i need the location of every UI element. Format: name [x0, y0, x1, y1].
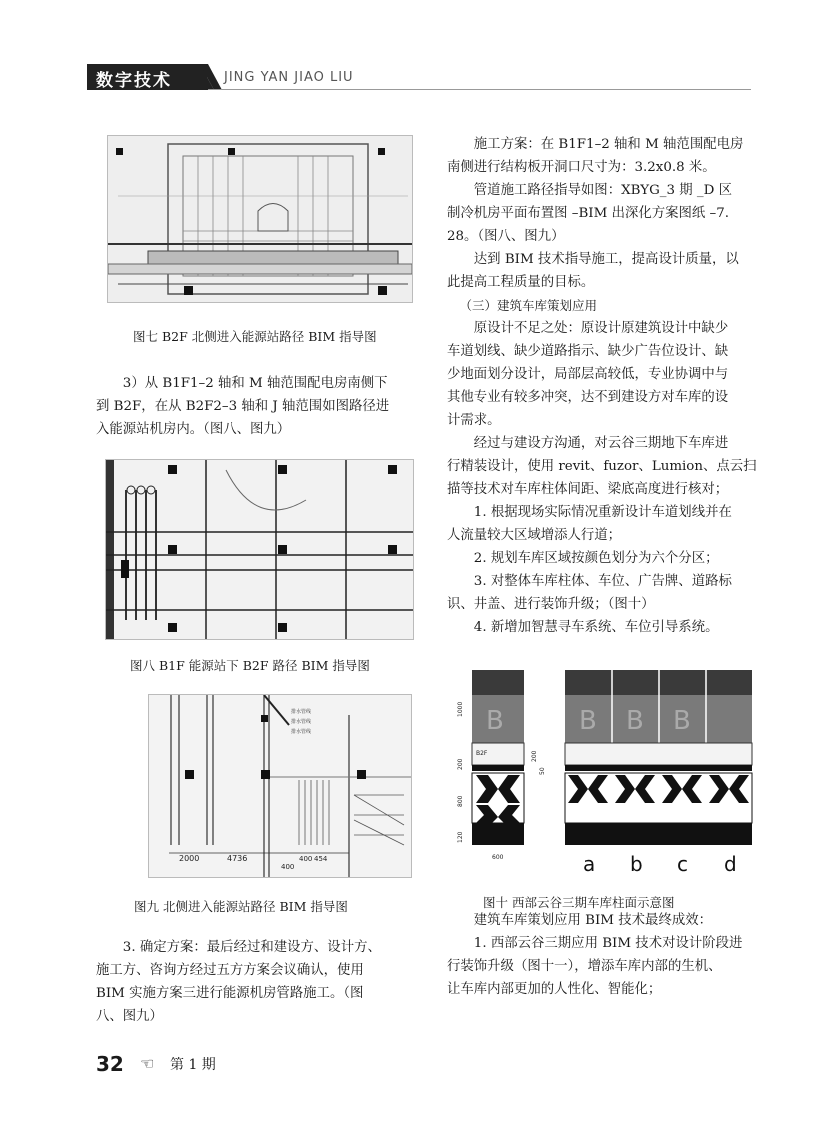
- fig9-dim-3: 400: [299, 855, 313, 863]
- text-line: 描等技术对车库柱体间距、梁底高度进行核对；: [447, 482, 729, 497]
- fig10-plate: B2F: [476, 750, 488, 757]
- text-line: 让车库内部更加的人性化、智能化；: [447, 982, 662, 997]
- fig10-dim-3: 50: [539, 767, 546, 775]
- figure-7-caption: 图七 B2F 北侧进入能源站路径 BIM 指导图: [133, 329, 377, 344]
- text-line: 28。（图八、图九）: [447, 229, 565, 244]
- figure-9-drawing: [148, 694, 412, 878]
- fig10-dim-5: 120: [457, 831, 464, 843]
- section-subtitle: JING YAN JIAO LIU: [224, 70, 354, 85]
- text-line: 原设计不足之处：原设计原建筑设计中缺少: [473, 321, 729, 336]
- fig10-label-b: b: [630, 852, 643, 876]
- fig10-letter-a: B: [579, 706, 597, 736]
- fig10-dim-6: 600: [492, 854, 504, 861]
- text-line: 八、图九）: [96, 1009, 163, 1024]
- fig10-letter-c: B: [673, 706, 691, 736]
- text-line: 建筑车库策划应用 BIM 技术最终成效：: [473, 913, 713, 928]
- text-line: 南侧进行结构板开洞口尺寸为：3.2x0.8 米。: [447, 160, 716, 175]
- fig10-single-column: [472, 670, 524, 845]
- figure-8-drawing: [105, 459, 414, 640]
- svg-text:排水管线: 排水管线: [291, 709, 312, 715]
- text-line: 人流量较大区域增添人行道；: [447, 528, 622, 543]
- fig10-dim-2: 200: [531, 750, 538, 762]
- text-line: 4. 新增加智慧寻车系统、车位引导系统。: [473, 620, 719, 635]
- text-line: 行装饰升级（图十一），增添车库内部的生机、: [447, 959, 722, 974]
- fig10-dim-4: 800: [457, 795, 464, 807]
- fig10-dim-1: 200: [457, 758, 464, 770]
- fig10-column-group: [565, 670, 752, 845]
- fig9-dim-0: 2000: [179, 854, 200, 863]
- fig10-label-c: c: [677, 852, 688, 876]
- fig9-dim-4: 454: [314, 855, 328, 863]
- fig9-dim-2: 400: [281, 863, 295, 871]
- section-heading: （三）建筑车库策划应用: [459, 298, 598, 313]
- text-line: 施工方案：在 B1F1–2 轴和 M 轴范围配电房: [473, 137, 744, 152]
- page-number: 32: [96, 1052, 124, 1076]
- fig10-letter-b: B: [626, 706, 644, 736]
- text-line: 2. 规划车库区域按颜色划分为六个分区；: [473, 551, 719, 566]
- text-line: 到 B2F，在从 B2F2–3 轴和 J 轴范围如图路径进: [96, 399, 390, 414]
- text-line: 1. 西部云谷三期应用 BIM 技术对设计阶段进: [473, 936, 743, 951]
- text-line: 入能源站机房内。（图八、图九）: [96, 422, 291, 437]
- figure-8-svg: [106, 460, 413, 639]
- text-line: 施工方、咨询方经过五方方案会议确认，使用: [96, 963, 364, 978]
- figure-10-svg: [452, 667, 757, 877]
- section-title: 数字技术: [96, 71, 172, 91]
- svg-text:排水管线: 排水管线: [291, 729, 312, 735]
- text-line: 达到 BIM 技术指导施工，提高设计质量，以: [473, 252, 739, 267]
- fig10-letter-single: B: [486, 706, 504, 736]
- figure-7-drawing: [107, 135, 413, 303]
- figure-9-svg: [149, 695, 411, 877]
- fig10-label-d: d: [724, 852, 737, 876]
- text-line: 识、井盖、进行装饰升级；（图十）: [447, 597, 655, 612]
- text-line: 3. 确定方案：最后经过和建设方、设计方、: [122, 940, 381, 955]
- text-line: 其他专业有较多冲突，达不到建设方对车库的设: [447, 390, 729, 405]
- text-line: 1. 根据现场实际情况重新设计车道划线并在: [473, 505, 732, 520]
- text-line: 计需求。: [447, 413, 501, 428]
- figure-7-svg: [108, 136, 412, 302]
- fig9-dim-1: 4736: [227, 854, 248, 863]
- text-line: 管道施工路径指导如图：XBYG_3 期 _D 区: [473, 183, 732, 198]
- text-line: 经过与建设方沟通，对云谷三期地下车库进: [473, 436, 729, 451]
- fig10-dim-0: 1000: [457, 701, 464, 717]
- text-line: 少地面划分设计，局部层高较低，专业协调中与: [447, 367, 729, 382]
- fig10-label-a: a: [583, 852, 596, 876]
- text-line: 车道划线、缺少道路指示、缺少广告位设计、缺: [447, 344, 729, 359]
- text-line: 制冷机房平面布置图 –BIM 出深化方案图纸 –7.: [447, 206, 730, 221]
- figure-10-caption: 图十 西部云谷三期车库柱面示意图: [483, 895, 675, 910]
- figure-9-caption: 图九 北侧进入能源站路径 BIM 指导图: [134, 899, 348, 914]
- text-line: 3. 对整体车库柱体、车位、广告牌、道路标: [473, 574, 732, 589]
- right-paragraph-construction: [447, 133, 757, 639]
- left-paragraph-step3: [96, 372, 421, 441]
- text-line: 3）从 B1F1–2 轴和 M 轴范围配电房南侧下: [122, 376, 388, 391]
- figure-10-drawing: [452, 667, 757, 877]
- header-rule: [208, 89, 751, 90]
- header-chevron-icon: [200, 64, 224, 90]
- left-paragraph-decision: [96, 936, 421, 1028]
- text-line: 此提高工程质量的目标。: [447, 275, 595, 290]
- issue-label: 第 1 期: [170, 1057, 216, 1073]
- text-line: BIM 实施方案三进行能源机房管路施工。（图: [96, 986, 364, 1001]
- figure-8-caption: 图八 B1F 能源站下 B2F 路径 BIM 指导图: [130, 658, 370, 673]
- pointing-hand-icon: ☜: [140, 1054, 155, 1073]
- right-paragraph-results: [447, 909, 757, 1001]
- text-line: 行精装设计，使用 revit、fuzor、Lumion、点云扫: [447, 459, 757, 474]
- svg-text:排水管线: 排水管线: [291, 719, 312, 725]
